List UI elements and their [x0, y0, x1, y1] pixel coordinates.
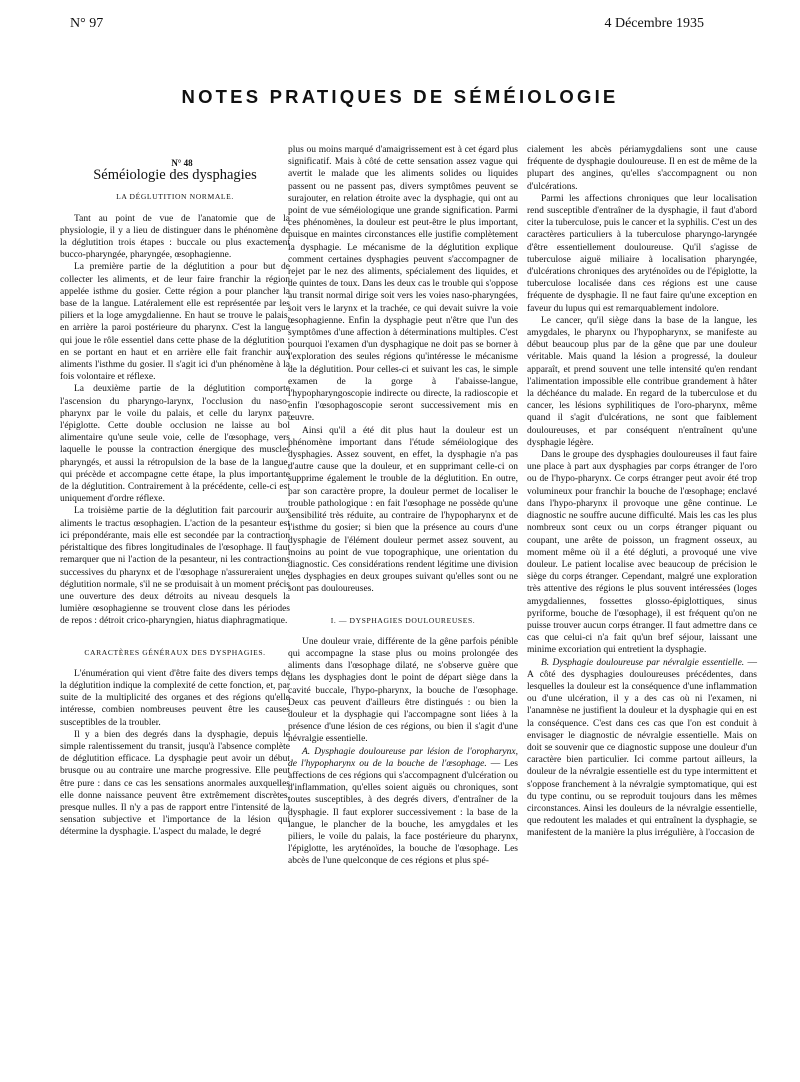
- issue-number: N° 97: [70, 16, 104, 31]
- paragraph: Il y a bien des degrés dans la dysphagie, depuis le simple ralentissement du transit, jusqu'à l'absence complète de déglutition efficace. La dysphagie peut avoir un début brusque ou au contraire une marche progressive. Elle peut être pure : dans ce cas les sensations anormales auxquelles elle donne naissance peuvent être extrêmement discrètes, presque nulles. Il n'y a pas de rapport entre l'intensité de la sensation subjective et l'importance de la lésion qui détermine la dysphagie. L'aspect du malade, le degré: [60, 729, 290, 838]
- paragraph: La première partie de la déglutition a pour but de collecter les aliments, et de leur faire franchir la région appelée isthme du gosier. Cette région a pour plancher la base de la langue. Latéralement elle est représentée par les piliers et la loge amygdalienne. En haut se trouve le palais, en arrière la paroi postérieure du pharynx. C'est la langue qui joue le rôle essentiel dans cette phase de la déglutition : en se portant en haut et en arrière elle fait franchir aux aliments l'isthme du gosier. Il s'agit ici d'un phénomène à la fois volontaire et réflexe.: [60, 262, 290, 383]
- paragraph-rest: — Les affections de ces régions qui s'accompagnent d'ulcération ou d'inflammation, qu'elles soient aiguës ou chroniques, sont toutes susceptibles, à des degrés divers, d'entraîner de la dysphagie. Il faut explorer successivement : la base de la langue, le plancher de la bouche, les amygdales et les piliers, le voile du palais, la face postérieure du pharynx, l'épiglotte, les aryténoïdes, la bouche de l'œsophage. Les abcès de l'une quelconque de ces régions et plus spé-: [288, 758, 518, 867]
- note-number: N° 48: [171, 158, 193, 168]
- paragraph: La troisième partie de la déglutition fait parcourir aux aliments le tractus œsophagien. L'action de la pesanteur est ici prépondérante, mais elle est secondée par la contraction péristaltique des fibres longitudinales de l'œsophage. Il faut remarquer que ni l'action de la pesanteur, ni les contractions successives du pharynx et de l'œsophage n'assureraient une déglutition normale, s'il ne se produisait à un moment précis une ouverture des deux détroits au niveau desquels la lumière œsophagienne se trouvent close dans les périodes de repos : détroit crico-pharyngien, hiatus diaphragmatique.: [60, 506, 290, 627]
- paragraph: La deuxième partie de la déglutition comporte l'ascension du pharyngo-larynx, l'occlusion du naso-pharynx par le voile du palais, et celle du larynx par l'épiglotte. Cette double occlusion ne laisse au bol alimentaire qu'une seule voie, celle de l'œsophage, vers laquelle le pousse la contraction énergique des muscles pharyngés, et aussi la rétropulsion de la base de la langue, qui précède et accompagne cette étape, la plus importante de la déglutition. Contrairement à la précédente, celle-ci est uniquement d'ordre réflexe.: [60, 384, 290, 505]
- paragraph: Tant au point de vue de l'anatomie que de la physiologie, il y a lieu de distinguer dans le phénomène de la déglutition trois étapes : buccale ou plus exactement bucco-pharyngée, pharyngée, œsophagienne.: [60, 213, 290, 261]
- column-3: [527, 144, 757, 840]
- paragraph: Le cancer, qu'il siège dans la base de la langue, les amygdales, le pharynx ou l'hypopharynx, se manifeste au début beaucoup plus par de la gêne que par une douleur véritable. Mais quand la lésion a progressé, la douleur apparaît, et prend souvent une telle intensité qu'en rendant l'alimentation impossible elle contribue grandement à hâter la déchéance du malade. En regard de la tuberculose et du cancer, les lésions syphilitiques de l'oro-pharynx, même quand il s'agit d'ulcérations, ne sont que faiblement douloureuses, et par conséquent n'entraînent qu'une dysphagie légère.: [527, 315, 757, 448]
- subheading-painful-dysphagias: I. — DYSPHAGIES DOULOUREUSES.: [330, 615, 476, 625]
- paragraph: [288, 746, 518, 868]
- subheading-general-characters: CARACTÈRES GÉNÉRAUX DES DYSPHAGIES.: [84, 647, 266, 657]
- paragraph: plus ou moins marqué d'amaigrissement est à cet égard plus significatif. Mais à côté de cette sensation assez vague qui avertit le malade que les aliments solides ou liquides passent ou ne passent pas, divers symptômes peuvent se surajouter, en relation étroite avec la dysphagie, qui ont au point de vue séméiologique une grande signification. Parmi ces phénomènes, la douleur est peut-être le plus important, puisque en maintes circonstances elle justifie complètement la dysphagie. Le mécanisme de la déglutition explique comment certaines dysphagies peuvent s'accompagner de rejet par le nez des aliments, spécialement des liquides, et de quintes de toux. Dans les deux cas le trouble qui s'oppose au transit normal dirige soit vers les voies naso-pharyngées, soit vers le larynx et la trachée, ce qui devait suivre la voie œsophagienne. Enfin la dysphagie peut n'être que l'un des symptômes d'une affection à déterminations multiples. C'est pourquoi l'examen d'un dysphagique ne doit pas se borner à l'exploration des seules régions qu'intéresse le mécanisme de la déglutition. Pour celles-ci et suivant les cas, le simple examen de la gorge à l'abaisse-langue, l'hypopharyngoscopie indirecte ou directe, la radioscopie et enfin l'œsophagoscopie seront successivement mis en œuvre.: [288, 145, 518, 424]
- section-title: Séméiologie des dysphagies: [93, 167, 257, 184]
- subheading-normal-swallowing: LA DÉGLUTITION NORMALE.: [116, 192, 234, 202]
- paragraph: L'énumération qui vient d'être faite des divers temps de la déglutition indique la complexité de cette fonction, et, par suite de la multiplicité des organes et des régions qu'elle intéresse, combien nombreuses peuvent être les causes susceptibles de la troubler.: [60, 668, 290, 728]
- paragraph-lead: A. Dysphagie douloureuse par lésion de l'oropharynx, de l'hypopharynx ou de la bouche de l'œsophage.: [288, 746, 518, 769]
- paragraph: Parmi les affections chroniques que leur localisation rend susceptible d'entraîner de la dysphagie, il faut d'abord citer la tuberculose, puis le cancer et la syphilis. C'est un des caractères particuliers à la tuberculose pharyngo-laryngée d'être essentiellement douloureuse. Qu'il s'agisse de tuberculose aiguë miliaire à localisation pharyngée, d'ulcérations chroniques des aryténoïdes ou de l'épiglotte, la tuberculose localisée dans ces régions est une cause fréquente de dysphagie. Il ne faut faire qu'une exception en faveur du lupus qui est remarquablement indolore.: [527, 193, 757, 314]
- page-title: NOTES PRATIQUES DE SÉMÉIOLOGIE: [181, 86, 619, 107]
- column-2: [288, 144, 518, 868]
- paragraph: Ainsi qu'il a été dit plus haut la douleur est un phénomène important dans l'étude séméiologique des dysphagies. Assez souvent, en effet, la dysphagie n'a pas d'autre cause que la douleur, et en supprimant celle-ci on supprime également le trouble de la déglutition. En outre, par son caractère propre, la douleur permet de localiser le trouble pathologique : en fait l'œsophage ne possède qu'une sensibilité très réduite, au contraire de l'hypopharynx et de l'isthme du gosier; si bien que la présence au cours d'une dysphagie de l'élément douleur permet assez souvent, au moins au point de vue topographique, une orientation du diagnostic. Ces considérations rendent légitime une division des dysphagies en deux groupes suivant qu'elles sont ou ne sont pas douloureuses.: [288, 425, 518, 595]
- column-1: [60, 144, 290, 839]
- paragraph: Une douleur vraie, différente de la gêne parfois pénible qui accompagne la stase plus ou moins prolongée des aliments dans l'œsophage dilaté, ne s'observe guère que dans les dysphagies dont le point de départ siège dans la cavité buccale, l'hypo-pharynx, la bouche de l'œsophage. Deux cas peuvent d'ailleurs être distingués : ou bien la douleur et la dysphagie qui l'accompagne sont liées à la présence d'une lésion de ces régions, ou bien il s'agit d'une névralgie essentielle.: [288, 636, 518, 745]
- issue-date: 4 Décembre 1935: [604, 16, 704, 31]
- paragraph: Dans le groupe des dysphagies douloureuses il faut faire une place à part aux dysphagies par corps étranger de l'oro ou de l'hypo-pharynx. Ce corps étranger peut avoir été trop volumineux pour franchir la bouche de l'œsophage; enclavé dans l'hypo-pharynx il provoque une gêne continue. Le diagnostic ne souffre aucune difficulté. Mais les cas les plus nombreux sont ceux ou un corps étranger piquant ou coupant, une arête de poisson, un fragment osseux, au moment même où il a été dégluti, a provoqué une vive douleur. Le patient localise avec beaucoup de précision le siège du corps étranger. Cependant, malgré une exploration très attentive des régions le plus souvent intéressées (loges amygdaliennes, fossettes glosso-épiglottiques, sinus pyriforme, bouche de l'œsophage), il est fréquent qu'on ne puisse trouver aucun corps étranger. Il faut admettre dans ce cas que celui-ci n'a fait qu'un bref séjour, laissant une minime excoriation qui entretient la dysphagie.: [527, 450, 757, 656]
- paragraph-lead: B. Dysphagie douloureuse par névralgie essentielle.: [541, 657, 745, 668]
- paragraph: cialement les abcès périamygdaliens sont une cause fréquente de dysphagie douloureuse. Il en est de même de la plupart des angines, qu'elles s'accompagnent ou non d'ulcérations.: [527, 145, 757, 192]
- paragraph-rest: — A côté des dysphagies douloureuses précédentes, dans lesquelles la douleur est la conséquence d'une inflammation ou d'une ulcération, il y a des cas où ni l'examen, ni l'anamnèse ne justifient la douleur et la dysphagie qui en est la conséquence. C'est dans ces cas que l'on est conduit à envisager le diagnostic de névralgie essentielle. Mais on doit se souvenir que ce diagnostic suppose une douleur d'un caractère bien particulier. Ici comme partout ailleurs, la douleur de la névralgie essentielle est du type intermittent et s'oppose franchement à la névralgie symptomatique, qui est du type continu, ou se reproduit toujours dans les mêmes circonstances. Ainsi les douleurs de la névralgie essentielle, que redoutent les malades et qui entraînent la dysphagie, se manifestent de la manière la plus irrégulière, à l'occasion de: [527, 657, 757, 839]
- paragraph: [527, 657, 757, 840]
